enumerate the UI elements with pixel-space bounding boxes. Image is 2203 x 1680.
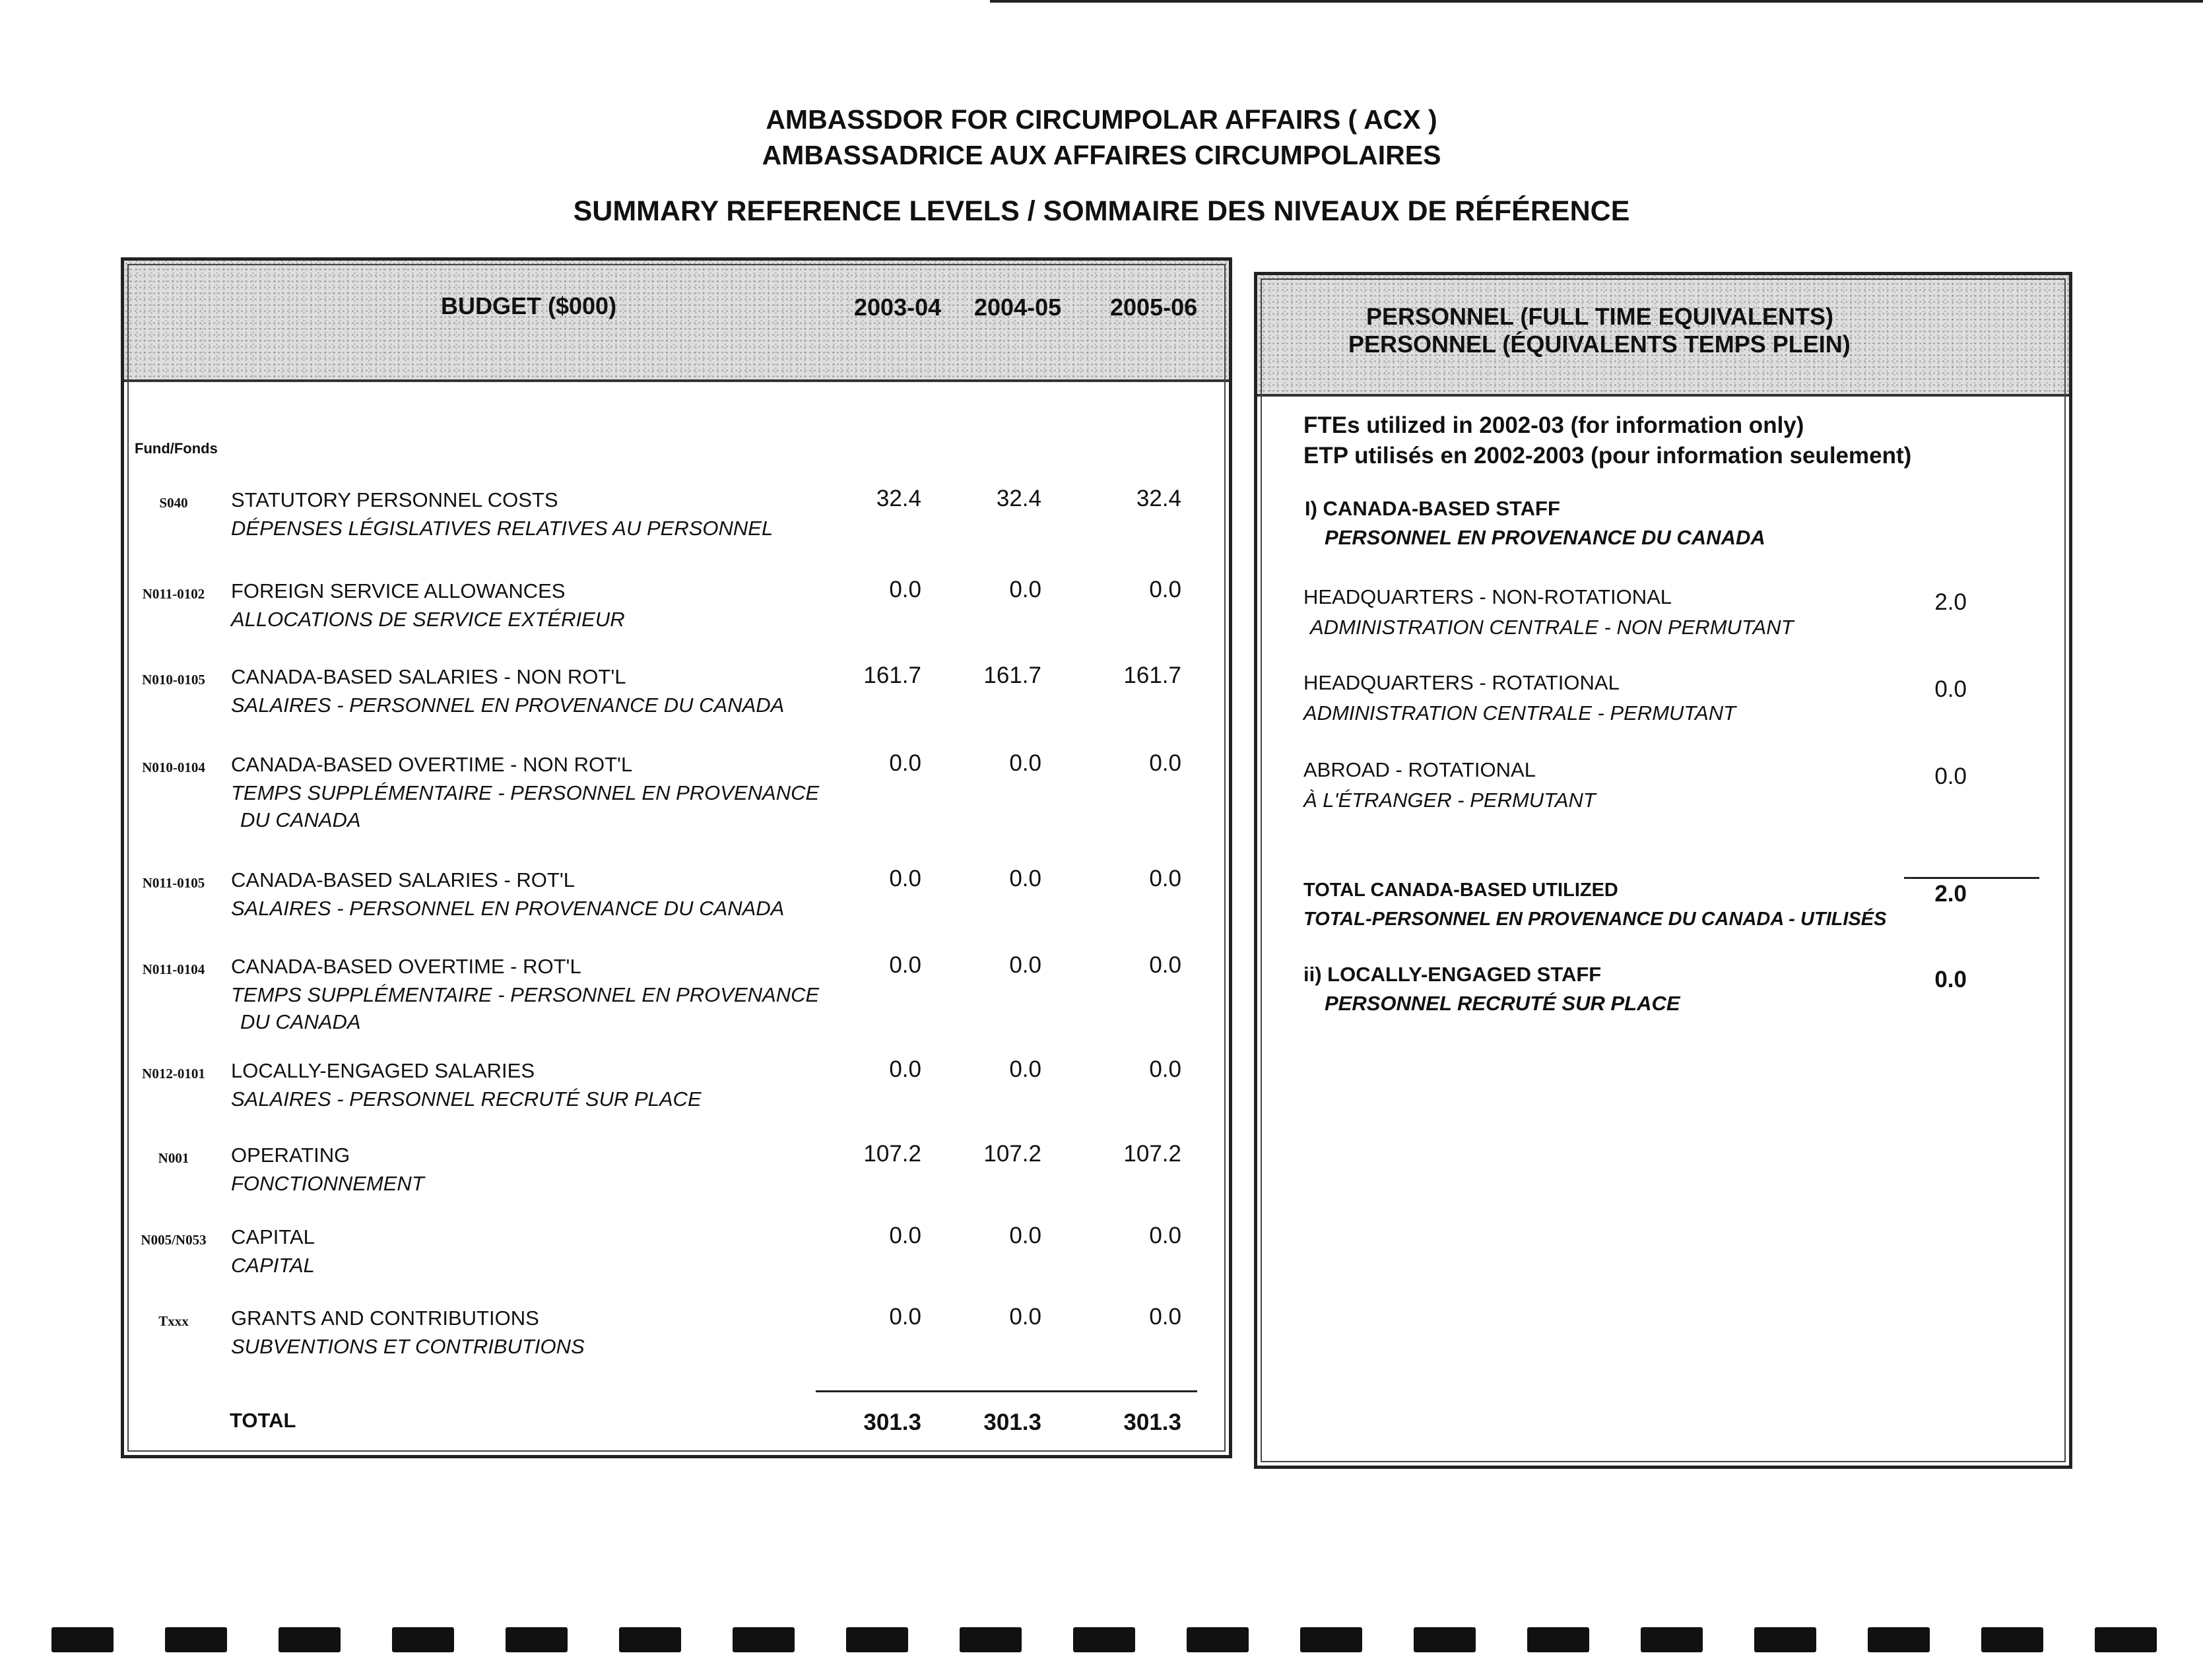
budget-line-label: FOREIGN SERVICE ALLOWANCES bbox=[231, 579, 566, 602]
budget-value-2003-04: 0.0 bbox=[889, 750, 921, 776]
budget-value-2004-05: 0.0 bbox=[1009, 1223, 1041, 1248]
budget-line-label-fr: ALLOCATIONS DE SERVICE EXTÉRIEUR bbox=[231, 608, 625, 631]
fte-item-value: 0.0 bbox=[1934, 763, 1967, 789]
fund-code: N011-0105 bbox=[142, 875, 205, 891]
budget-line-label: CANADA-BASED OVERTIME - ROT'L bbox=[231, 955, 581, 978]
budget-value-2005-06: 161.7 bbox=[1123, 662, 1181, 688]
fte-intro-fr: ETP utilisés en 2002-2003 (pour information seulement) bbox=[1303, 443, 1912, 468]
budget-value-2003-04: 107.2 bbox=[863, 1141, 921, 1167]
budget-line-label: OPERATING bbox=[231, 1144, 350, 1167]
fte-total-label-fr: TOTAL-PERSONNEL EN PROVENANCE DU CANADA - UTILISÉS bbox=[1303, 909, 1887, 930]
budget-value-2005-06: 107.2 bbox=[1123, 1141, 1181, 1167]
personnel-header-en: PERSONNEL (FULL TIME EQUIVALENTS) bbox=[1366, 303, 1834, 330]
registration-mark bbox=[1300, 1627, 1362, 1652]
personnel-panel bbox=[1254, 272, 2072, 1469]
canada-based-heading-fr: PERSONNEL EN PROVENANCE DU CANADA bbox=[1325, 526, 1765, 549]
budget-line-label: CANADA-BASED OVERTIME - NON ROT'L bbox=[231, 753, 633, 776]
registration-mark bbox=[1187, 1627, 1249, 1652]
fund-code: N010-0104 bbox=[142, 759, 205, 775]
registration-mark bbox=[2095, 1627, 2157, 1652]
registration-mark bbox=[1868, 1627, 1930, 1652]
year-header-2: 2004-05 bbox=[974, 294, 1062, 321]
budget-value-2005-06: 0.0 bbox=[1149, 1056, 1181, 1082]
budget-value-2005-06: 0.0 bbox=[1149, 952, 1181, 978]
fte-item-fr: ADMINISTRATION CENTRALE - PERMUTANT bbox=[1303, 701, 1736, 725]
budget-line-label: LOCALLY-ENGAGED SALARIES bbox=[231, 1059, 535, 1082]
budget-value-2003-04: 0.0 bbox=[889, 1304, 921, 1330]
fund-code: N011-0104 bbox=[142, 961, 205, 977]
fte-total-label: TOTAL CANADA-BASED UTILIZED bbox=[1303, 880, 1618, 901]
fte-item-en: ABROAD - ROTATIONAL bbox=[1303, 758, 1536, 781]
budget-line-label-fr: SALAIRES - PERSONNEL RECRUTÉ SUR PLACE bbox=[231, 1087, 702, 1111]
canada-based-heading: I) CANADA-BASED STAFF bbox=[1305, 497, 1560, 520]
fund-code: S040 bbox=[159, 495, 188, 511]
total-2005-06: 301.3 bbox=[1123, 1409, 1181, 1435]
fte-total-value: 2.0 bbox=[1934, 881, 1967, 907]
budget-line-label-fr: TEMPS SUPPLÉMENTAIRE - PERSONNEL EN PROVENANCE bbox=[231, 983, 820, 1006]
budget-value-2004-05: 0.0 bbox=[1009, 1056, 1041, 1082]
registration-mark bbox=[619, 1627, 681, 1652]
budget-value-2003-04: 0.0 bbox=[889, 1056, 921, 1082]
budget-value-2005-06: 0.0 bbox=[1149, 577, 1181, 602]
fund-code: N001 bbox=[158, 1150, 189, 1166]
locally-engaged-heading-fr: PERSONNEL RECRUTÉ SUR PLACE bbox=[1325, 992, 1680, 1015]
budget-value-2004-05: 0.0 bbox=[1009, 1304, 1041, 1330]
registration-mark bbox=[51, 1627, 114, 1652]
registration-mark bbox=[392, 1627, 454, 1652]
budget-line-label-fr: TEMPS SUPPLÉMENTAIRE - PERSONNEL EN PROVENANCE bbox=[231, 781, 820, 804]
personnel-header-fr: PERSONNEL (ÉQUIVALENTS TEMPS PLEIN) bbox=[1348, 331, 1851, 358]
registration-mark bbox=[165, 1627, 227, 1652]
registration-mark bbox=[506, 1627, 568, 1652]
budget-line-label-fr: FONCTIONNEMENT bbox=[231, 1172, 424, 1195]
budget-value-2004-05: 107.2 bbox=[983, 1141, 1041, 1167]
budget-line-label-fr: DÉPENSES LÉGISLATIVES RELATIVES AU PERSONNEL bbox=[231, 517, 773, 540]
budget-value-2004-05: 161.7 bbox=[983, 662, 1041, 688]
budget-value-2005-06: 0.0 bbox=[1149, 866, 1181, 891]
fund-code: N012-0101 bbox=[142, 1066, 205, 1082]
budget-line-label: STATUTORY PERSONNEL COSTS bbox=[231, 488, 558, 511]
total-label: TOTAL bbox=[230, 1409, 296, 1432]
budget-value-2005-06: 0.0 bbox=[1149, 1304, 1181, 1330]
year-header-1: 2003-04 bbox=[854, 294, 942, 321]
fte-item-value: 0.0 bbox=[1934, 676, 1967, 702]
fund-code: N010-0105 bbox=[142, 672, 205, 688]
budget-line-label: GRANTS AND CONTRIBUTIONS bbox=[231, 1307, 539, 1330]
budget-value-2005-06: 0.0 bbox=[1149, 1223, 1181, 1248]
budget-line-label-fr: DU CANADA bbox=[240, 808, 361, 831]
registration-mark bbox=[1414, 1627, 1476, 1652]
registration-mark bbox=[846, 1627, 908, 1652]
total-rule bbox=[816, 1390, 1197, 1392]
registration-mark bbox=[1527, 1627, 1589, 1652]
registration-mark bbox=[733, 1627, 795, 1652]
fte-intro-en: FTEs utilized in 2002-03 (for information only) bbox=[1303, 412, 1804, 438]
summary-heading: SUMMARY REFERENCE LEVELS / SOMMAIRE DES NIVEAUX DE RÉFÉRENCE bbox=[573, 195, 1630, 227]
registration-mark bbox=[1981, 1627, 2043, 1652]
total-2004-05: 301.3 bbox=[983, 1409, 1041, 1435]
fte-total-rule bbox=[1904, 877, 2039, 879]
fund-code: Txxx bbox=[158, 1313, 189, 1329]
locally-engaged-heading: ii) LOCALLY-ENGAGED STAFF bbox=[1303, 963, 1602, 986]
title-english: AMBASSDOR FOR CIRCUMPOLAR AFFAIRS ( ACX ) bbox=[766, 104, 1437, 135]
total-2003-04: 301.3 bbox=[863, 1409, 921, 1435]
fund-code: N011-0102 bbox=[142, 586, 205, 602]
registration-mark bbox=[279, 1627, 341, 1652]
fund-code: N005/N053 bbox=[141, 1232, 207, 1248]
budget-value-2004-05: 0.0 bbox=[1009, 750, 1041, 776]
year-header-3: 2005-06 bbox=[1110, 294, 1198, 321]
budget-line-label-fr: DU CANADA bbox=[240, 1010, 361, 1033]
budget-value-2004-05: 32.4 bbox=[996, 486, 1041, 511]
fund-label: Fund/Fonds bbox=[135, 440, 218, 457]
budget-header bbox=[124, 261, 1229, 382]
budget-line-label-fr: SALAIRES - PERSONNEL EN PROVENANCE DU CANADA bbox=[231, 694, 785, 717]
budget-value-2003-04: 161.7 bbox=[863, 662, 921, 688]
budget-line-label-fr: CAPITAL bbox=[231, 1254, 315, 1277]
budget-line-label: CANADA-BASED SALARIES - NON ROT'L bbox=[231, 665, 626, 688]
budget-panel bbox=[121, 257, 1232, 1458]
budget-value-2004-05: 0.0 bbox=[1009, 866, 1041, 891]
budget-value-2003-04: 0.0 bbox=[889, 866, 921, 891]
fte-item-fr: ADMINISTRATION CENTRALE - NON PERMUTANT bbox=[1310, 616, 1794, 639]
budget-header-title: BUDGET ($000) bbox=[441, 292, 617, 319]
budget-value-2005-06: 32.4 bbox=[1136, 486, 1181, 511]
budget-line-label-fr: SUBVENTIONS ET CONTRIBUTIONS bbox=[231, 1335, 585, 1358]
fte-item-en: HEADQUARTERS - ROTATIONAL bbox=[1303, 671, 1620, 694]
budget-line-label: CANADA-BASED SALARIES - ROT'L bbox=[231, 868, 575, 891]
top-border-line bbox=[990, 0, 2203, 3]
registration-mark bbox=[960, 1627, 1022, 1652]
personnel-header bbox=[1257, 275, 2069, 397]
budget-line-label-fr: SALAIRES - PERSONNEL EN PROVENANCE DU CANADA bbox=[231, 897, 785, 920]
budget-value-2003-04: 0.0 bbox=[889, 1223, 921, 1248]
budget-line-label: CAPITAL bbox=[231, 1225, 315, 1248]
registration-mark bbox=[1641, 1627, 1703, 1652]
fte-item-en: HEADQUARTERS - NON-ROTATIONAL bbox=[1303, 585, 1672, 608]
fte-item-value: 2.0 bbox=[1934, 589, 1967, 615]
budget-value-2003-04: 32.4 bbox=[876, 486, 921, 511]
budget-value-2005-06: 0.0 bbox=[1149, 750, 1181, 776]
fte-item-fr: À L'ÉTRANGER - PERMUTANT bbox=[1303, 789, 1596, 812]
registration-mark bbox=[1754, 1627, 1816, 1652]
locally-engaged-value: 0.0 bbox=[1934, 967, 1967, 992]
budget-value-2004-05: 0.0 bbox=[1009, 577, 1041, 602]
budget-value-2004-05: 0.0 bbox=[1009, 952, 1041, 978]
registration-mark bbox=[1073, 1627, 1135, 1652]
budget-value-2003-04: 0.0 bbox=[889, 577, 921, 602]
title-french: AMBASSADRICE AUX AFFAIRES CIRCUMPOLAIRES bbox=[762, 140, 1441, 170]
budget-value-2003-04: 0.0 bbox=[889, 952, 921, 978]
